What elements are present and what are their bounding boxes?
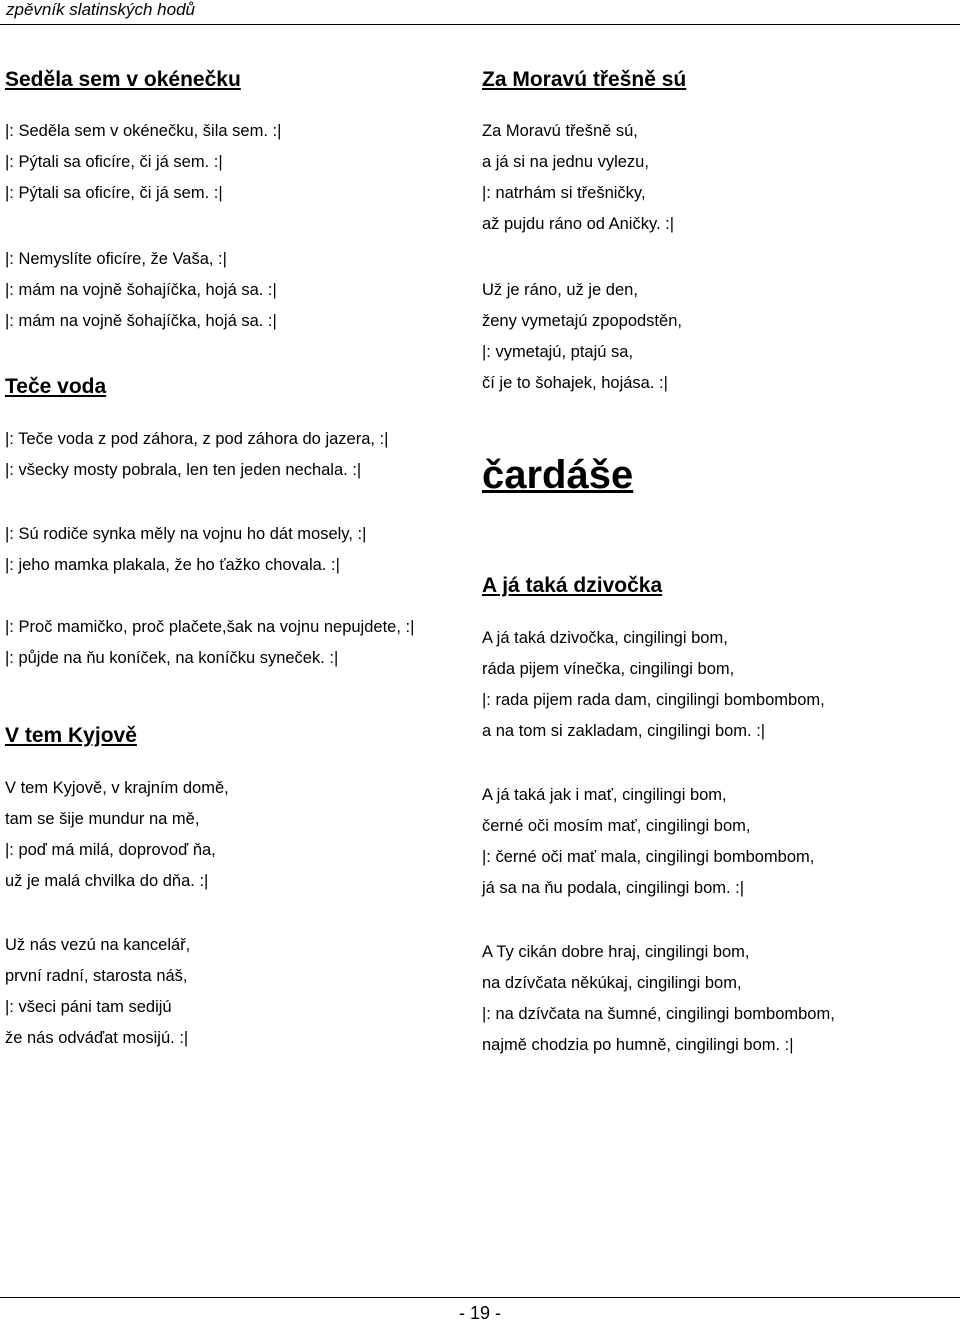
lyric-line: |: natrhám si třešničky, bbox=[482, 184, 646, 202]
verse-block bbox=[5, 519, 366, 581]
lyric-line: |: všecky mosty pobrala, len ten jeden nechala. :| bbox=[5, 461, 362, 479]
song-title-za-moravu: Za Moravú třešně sú bbox=[482, 68, 687, 91]
lyric-line: |: všeci páni tam sedijú bbox=[5, 998, 172, 1016]
lyric-line: na dzívčata někúkaj, cingilingi bom, bbox=[482, 974, 742, 992]
header-divider bbox=[0, 24, 960, 25]
verse-block bbox=[5, 930, 190, 1054]
lyric-line: |: Seděla sem v okénečku, šila sem. :| bbox=[5, 122, 282, 140]
verse-block bbox=[5, 612, 414, 674]
verse-block bbox=[482, 623, 825, 747]
verse-block bbox=[5, 116, 281, 209]
lyric-line: Už nás vezú na kancelář, bbox=[5, 936, 191, 954]
lyric-line: |: Pýtali sa oficíre, či já sem. :| bbox=[5, 184, 223, 202]
verse-block bbox=[482, 937, 835, 1061]
song-title-v-tem-kyjove: V tem Kyjově bbox=[5, 724, 137, 747]
lyric-line: |: Nemyslíte oficíre, že Vaša, :| bbox=[5, 250, 227, 268]
section-title-cardase: čardáše bbox=[482, 453, 634, 497]
lyric-line: ženy vymetajú zpopodstěn, bbox=[482, 312, 682, 330]
lyric-line: |: mám na vojně šohajíčka, hojá sa. :| bbox=[5, 281, 277, 299]
lyric-line: |: jeho mamka plakala, že ho ťažko chovala. :| bbox=[5, 556, 340, 574]
lyric-line: |: rada pijem rada dam, cingilingi bombombom, bbox=[482, 691, 825, 709]
verse-block bbox=[482, 275, 682, 399]
lyric-line: A já taká dzivočka, cingilingi bom, bbox=[482, 629, 728, 647]
lyric-line: |: poď má milá, doprovoď ňa, bbox=[5, 841, 216, 859]
verse-block bbox=[5, 424, 388, 486]
lyric-line: |: Pýtali sa oficíre, či já sem. :| bbox=[5, 153, 223, 171]
verse-block bbox=[482, 780, 814, 904]
lyric-line: čí je to šohajek, hojása. :| bbox=[482, 374, 668, 392]
lyric-line: |: mám na vojně šohajíčka, hojá sa. :| bbox=[5, 312, 277, 330]
lyric-line: Za Moravú třešně sú, bbox=[482, 122, 638, 140]
lyric-line: že nás odváďat mosijú. :| bbox=[5, 1029, 189, 1047]
page-number: - 19 - bbox=[458, 1303, 501, 1323]
verse-block bbox=[5, 773, 229, 897]
footer-divider bbox=[0, 1297, 960, 1298]
verse-block bbox=[482, 116, 674, 240]
lyric-line: najmě chodzia po humně, cingilingi bom. :| bbox=[482, 1036, 794, 1054]
lyric-line: už je malá chvilka do dňa. :| bbox=[5, 872, 209, 890]
lyric-line: |: Proč mamičko, proč plačete,šak na vojnu nepujdete, :| bbox=[5, 618, 415, 636]
verse-block bbox=[5, 244, 277, 337]
lyric-line: Už je ráno, už je den, bbox=[482, 281, 638, 299]
lyric-line: |: černé oči mať mala, cingilingi bombombom, bbox=[482, 848, 815, 866]
song-title-tece-voda: Teče voda bbox=[5, 375, 107, 398]
lyric-line: a já si na jednu vylezu, bbox=[482, 153, 649, 171]
lyric-line: V tem Kyjově, v krajním domě, bbox=[5, 779, 229, 797]
lyric-line: a na tom si zakladam, cingilingi bom. :| bbox=[482, 722, 766, 740]
lyric-line: |: na dzívčata na šumné, cingilingi bombombom, bbox=[482, 1005, 835, 1023]
lyric-line: černé oči mosím mať, cingilingi bom, bbox=[482, 817, 751, 835]
lyric-line: ráda pijem vínečka, cingilingi bom, bbox=[482, 660, 735, 678]
lyric-line: první radní, starosta náš, bbox=[5, 967, 188, 985]
lyric-line: |: půjde na ňu koníček, na koníčku syneček. :| bbox=[5, 649, 339, 667]
lyric-line: A Ty cikán dobre hraj, cingilingi bom, bbox=[482, 943, 750, 961]
lyric-line: A já taká jak i mať, cingilingi bom, bbox=[482, 786, 727, 804]
song-title-a-ja-taka-dzivocka: A já taká dzivočka bbox=[482, 574, 663, 597]
lyric-line: tam se šije mundur na mě, bbox=[5, 810, 200, 828]
lyric-line: |: Sú rodiče synka měly na vojnu ho dát mosely, :| bbox=[5, 525, 367, 543]
lyric-line: já sa na ňu podala, cingilingi bom. :| bbox=[482, 879, 745, 897]
lyric-line: až pujdu ráno od Aničky. :| bbox=[482, 215, 675, 233]
song-title-sedela: Seděla sem v okénečku bbox=[5, 68, 241, 91]
running-header: zpěvník slatinských hodů bbox=[6, 0, 195, 19]
lyric-line: |: vymetajú, ptajú sa, bbox=[482, 343, 634, 361]
lyric-line: |: Teče voda z pod záhora, z pod záhora do jazera, :| bbox=[5, 430, 389, 448]
